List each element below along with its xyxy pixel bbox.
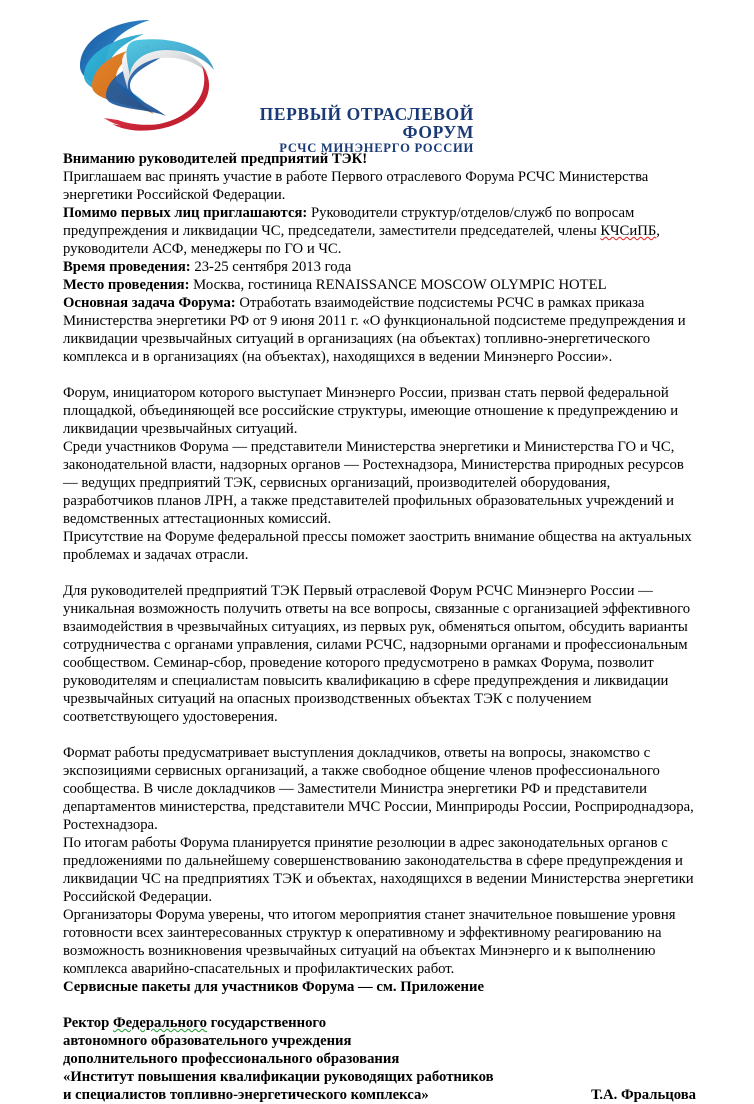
- signature-block: [63, 1014, 700, 1104]
- time-paragraph: [63, 258, 700, 276]
- invited-misspelled-word: КЧСиПБ: [600, 223, 657, 239]
- paragraph-spacer: [63, 564, 700, 582]
- logo-text: [212, 106, 474, 155]
- task-value: Отработать взаимодействие подсистемы РСЧС в рамках приказа Министерства энергетики РФ от 9 июня 2011 г. «О функциональной подсистеме предупреждения и ликвидации чрезвычайных ситуаций в организациях (на объектах) топливно-энергетического комплекса и в организациях (на объектах), находящихся в ведении Минэнерго России».: [63, 295, 686, 365]
- paragraph-press: Присутствие на Форуме федеральной прессы поможет заострить внимание общества на актуальных проблемах и задачах отрасли.: [63, 529, 692, 563]
- signature-line-1-prefix: Ректор: [63, 1015, 113, 1031]
- signature-line-1: [63, 1014, 700, 1032]
- signature-final-row: [63, 1086, 700, 1104]
- paragraph-organizers: Организаторы Форума уверены, что итогом мероприятия станет значительное повышение уровня готовности всех заинтересованных структур к оперативному и эффективному реагированию на возможность возникновения чрезвычайных ситуаций на объектах Минэнерго и к выполнению комплекса аварийно-спасательных и профилактических работ.: [63, 907, 676, 977]
- paragraph-resolution: По итогам работы Форума планируется принятие резолюции в адрес законодательных органов с предложениями по дальнейшему совершенствованию законодательства в сфере предупреждения и ликвидации ЧС на предприятиях ТЭК и объектах, находящихся в ведении Министерства энергетики Российской Федерации.: [63, 835, 694, 905]
- place-value: Москва, гостиница RENAISSANCE MOSCOW OLYMPIC HOTEL: [189, 277, 607, 293]
- logo-swoosh-icon: [72, 18, 222, 138]
- signature-line-5: и специалистов топливно-энергетического комплекса»: [63, 1087, 429, 1103]
- place-paragraph: [63, 276, 700, 294]
- signature-spacer: [63, 996, 700, 1014]
- logo-title-line-1: ПЕРВЫЙ ОТРАСЛЕВОЙ: [259, 104, 474, 124]
- logo-title-line-2: ФОРУМ: [402, 121, 474, 142]
- signature-line-1-suffix: государственного: [206, 1015, 327, 1031]
- signature-grammar-word: Федерального: [112, 1015, 207, 1031]
- paragraph-participants: Среди участников Форума — представители Министерства энергетики и Министерства ГО и ЧС, законодательной власти, надзорных органов — Ростехнадзора, Министерства природных ресурсов — ведущих предприятий ТЭК, сервисных организаций, производителей оборудования, разработчиков планов ЛРН, а также представителей профильных образовательных учреждений и ведомственных аттестационных комиссий.: [63, 439, 684, 527]
- signature-line-4: «Институт повышения квалификации руководящих работников: [63, 1069, 494, 1085]
- logo-block: [0, 0, 754, 155]
- document-heading: Вниманию руководителей предприятий ТЭК!: [63, 151, 368, 167]
- forum-logo: [72, 18, 474, 155]
- task-paragraph: [63, 294, 700, 366]
- time-label: Время проведения:: [63, 259, 191, 275]
- document-body: [63, 150, 700, 1104]
- signature-line-2: автономного образовательного учреждения: [63, 1033, 352, 1049]
- intro-paragraph: [63, 168, 700, 204]
- paragraph-spacer: [63, 366, 700, 384]
- place-label: Место проведения:: [63, 277, 190, 293]
- logo-subtitle: РСЧС МИНЭНЕРГО РОССИИ: [279, 140, 474, 155]
- time-value: 23-25 сентября 2013 года: [190, 259, 352, 275]
- invited-text-a: Руководители структур/отделов/служб по вопросам предупреждения и ликвидации ЧС, председатели, заместители председателей, члены: [63, 205, 635, 239]
- paragraph-spacer: [63, 726, 700, 744]
- signature-line-3: дополнительного профессионального образования: [63, 1051, 400, 1067]
- task-label: Основная задача Форума:: [63, 295, 236, 311]
- service-packages-line: Сервисные пакеты для участников Форума — см. Приложение: [63, 979, 484, 995]
- paragraph-format: Формат работы предусматривает выступления докладчиков, ответы на вопросы, знакомство с экспозициями сервисных организаций, а также свободное общение членов профессионального сообщества. В числе докладчиков — Заместители Министра энергетики РФ и представители департаментов министерства, представители МЧС России, Минприроды России, Росприроднадзора, Ростехнадзора.: [63, 745, 694, 833]
- invited-paragraph: [63, 204, 700, 258]
- signatory-name: Т.А. Фральцова: [591, 1087, 696, 1103]
- intro-line-2: энергетики Российской Федерации.: [63, 187, 286, 203]
- paragraph-leaders: Для руководителей предприятий ТЭК Первый отраслевой Форум РСЧС Минэнерго России — уникальная возможность получить ответы на все вопросы, связанные с организацией эффективного взаимодействия в чрезвычайных ситуациях, из первых рук, обменяться опытом, обсудить варианты сотрудничества с органами управления, силами РСЧС, надзорными органами и профессиональным сообществом. Семинар-сбор, проведение которого предусмотрено в рамках Форума, позволит руководителям и специалистам повысить квалификацию в сфере предупреждения и ликвидации чрезвычайных ситуаций на опасных производственных объектах ТЭК с получением соответствующего удостоверения.: [63, 583, 691, 725]
- invited-label: Помимо первых лиц приглашаются:: [63, 205, 308, 221]
- paragraph-forum: Форум, инициатором которого выступает Минэнерго России, призван стать первой федеральной площадкой, объединяющей все российские структуры, имеющие отношение к предупреждению и ликвидации чрезвычайных ситуаций.: [63, 385, 679, 437]
- invited-text-b: , руководители АСФ, менеджеры по ГО и ЧС.: [63, 223, 660, 257]
- intro-line-1: Приглашаем вас принять участие в работе Первого отраслевого Форума РСЧС Министерства: [63, 169, 649, 185]
